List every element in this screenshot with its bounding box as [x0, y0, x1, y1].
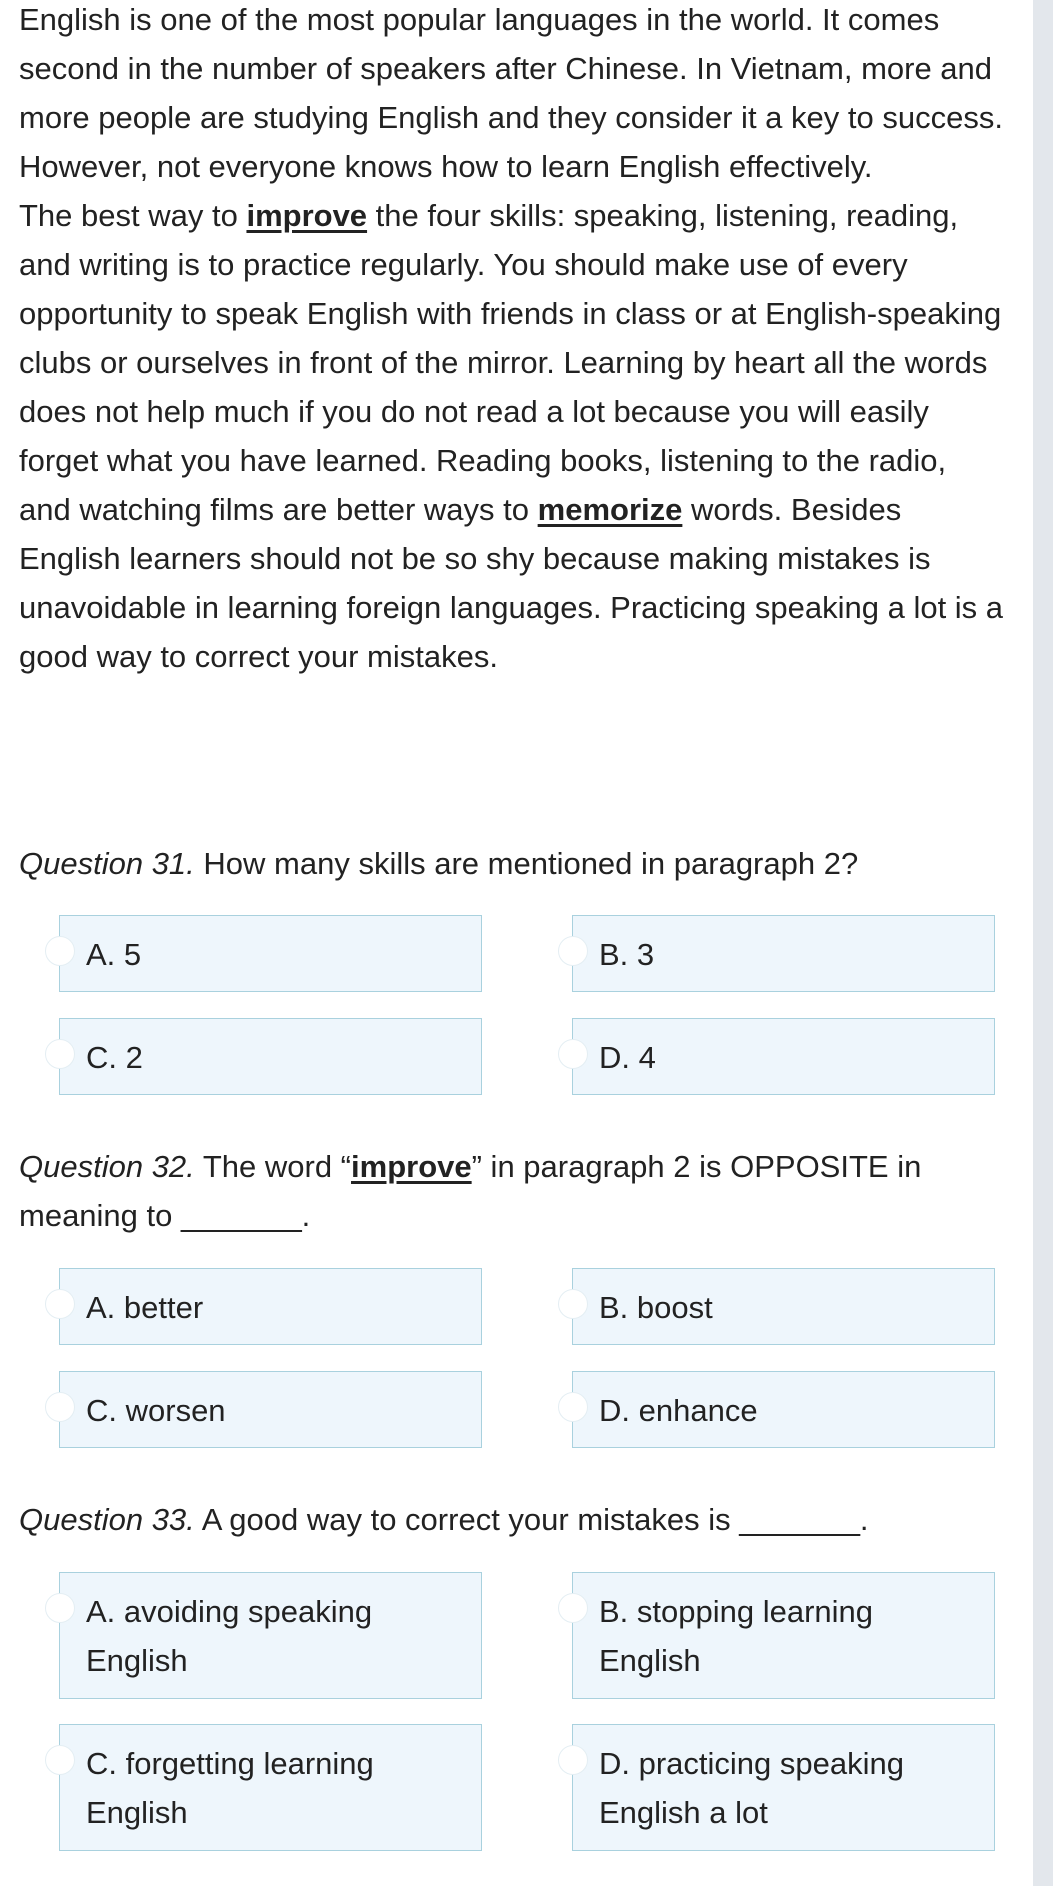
passage-paragraph-2: [19, 191, 1004, 681]
option-d[interactable]: [572, 1018, 995, 1095]
radio-button[interactable]: [558, 1745, 588, 1775]
passage-text: the four skills: speaking, listening, reading, and writing is to practice regularly. You should make use of every opportunity to speak English with friends in class or at English-speaking clubs or ourselves in front of the mirror. Learning by heart all the words does not help much if you do not read a lot because you will easily forget what you have learned. Reading books, listening to the radio, and watching films are better ways to: [19, 198, 1002, 527]
option-c[interactable]: [59, 1371, 482, 1448]
option-c[interactable]: [59, 1018, 482, 1095]
radio-button[interactable]: [558, 1289, 588, 1319]
question-text: ” in paragraph 2 is OPPOSITE in meaning to _______.: [19, 1149, 922, 1233]
option-label: D. enhance: [599, 1393, 758, 1428]
option-d[interactable]: [572, 1371, 995, 1448]
passage-text: The best way to: [19, 198, 247, 233]
passage-text: words. Besides English learners should not be so shy because making mistakes is unavoidable in learning foreign languages. Practicing speaking a lot is a good way to correct your mistakes.: [19, 492, 1004, 674]
question-text: The word “: [194, 1149, 352, 1184]
vertical-scrollbar[interactable]: [1033, 0, 1053, 1886]
highlighted-word-memorize: memorize: [537, 492, 683, 527]
option-label: D. practicing speaking English a lot: [599, 1746, 904, 1830]
option-b[interactable]: [572, 1268, 995, 1345]
passage-paragraph-1: English is one of the most popular languages in the world. It comes second in the number of speakers after Chinese. In Vietnam, more and more people are studying English and they consider it a key to success. However, not everyone knows how to learn English effectively.: [19, 2, 1003, 184]
question-number: Question 32.: [19, 1149, 195, 1184]
option-b[interactable]: [572, 1572, 995, 1699]
option-label: A. avoiding speaking English: [86, 1594, 373, 1678]
radio-button[interactable]: [45, 1289, 75, 1319]
option-label: C. forgetting learning English: [86, 1746, 374, 1830]
radio-button[interactable]: [45, 1593, 75, 1623]
question-31-prompt: [19, 839, 1004, 888]
radio-button[interactable]: [45, 936, 75, 966]
radio-button[interactable]: [558, 1039, 588, 1069]
radio-button[interactable]: [558, 1392, 588, 1422]
radio-button[interactable]: [45, 1039, 75, 1069]
option-b[interactable]: [572, 915, 995, 992]
question-text: How many skills are mentioned in paragraph 2?: [194, 846, 859, 881]
reading-passage: [19, 0, 1004, 681]
option-label: B. stopping learning English: [599, 1594, 874, 1678]
question-number: Question 31.: [19, 846, 195, 881]
question-33-prompt: [19, 1495, 1004, 1544]
option-label: C. worsen: [86, 1393, 226, 1428]
question-number: Question 33.: [19, 1502, 195, 1537]
radio-button[interactable]: [558, 1593, 588, 1623]
question-32-prompt: [19, 1142, 1004, 1240]
radio-button[interactable]: [558, 936, 588, 966]
radio-button[interactable]: [45, 1392, 75, 1422]
option-d[interactable]: [572, 1724, 995, 1851]
option-label: B. boost: [599, 1290, 713, 1325]
radio-button[interactable]: [45, 1745, 75, 1775]
highlighted-word-improve: improve: [246, 198, 368, 233]
option-label: A. better: [86, 1290, 204, 1325]
question-text: A good way to correct your mistakes is _______.: [194, 1502, 869, 1537]
option-a[interactable]: [59, 915, 482, 992]
option-a[interactable]: [59, 1268, 482, 1345]
option-label: B. 3: [599, 937, 655, 972]
option-label: A. 5: [86, 937, 142, 972]
option-label: C. 2: [86, 1040, 143, 1075]
option-a[interactable]: [59, 1572, 482, 1699]
option-label: D. 4: [599, 1040, 656, 1075]
option-c[interactable]: [59, 1724, 482, 1851]
highlighted-word-improve: improve: [351, 1149, 472, 1184]
